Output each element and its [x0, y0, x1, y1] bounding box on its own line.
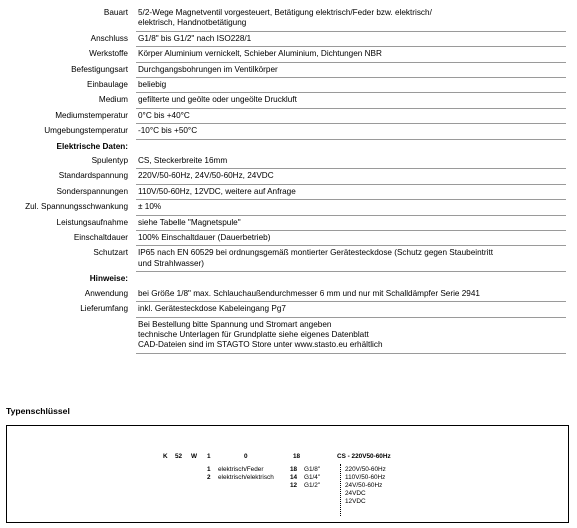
spec-value-line: bei Größe 1/8" max. Schlauchaußendurchmesser 6 mm und nur mit Schalldämpfer Serie 2941: [138, 288, 480, 298]
spec-label: Anschluss: [90, 33, 128, 43]
spec-value-line: ± 10%: [138, 202, 162, 212]
spec-row: [0, 78, 566, 93]
size-num: 14: [290, 474, 298, 481]
spec-row: [0, 6, 566, 32]
code-52: 52: [175, 453, 183, 460]
spec-row: [0, 216, 566, 231]
spec-value-line: elektrisch, Handnotbetätigung: [138, 18, 247, 28]
spec-label: Anwendung: [84, 288, 128, 298]
spec-label: Sonderspannungen: [56, 186, 128, 196]
actuation-text: elektrisch/elektrisch: [218, 474, 274, 481]
spec-row: [0, 246, 566, 272]
spec-label: [0, 318, 136, 320]
spec-value: [136, 302, 566, 317]
spec-label: Befestigungsart: [71, 64, 128, 74]
spec-value: [136, 32, 566, 47]
voltage-option: 24V/50-60Hz: [345, 482, 383, 489]
spec-value: [136, 231, 566, 246]
spec-label: Einbaulage: [87, 80, 128, 90]
spec-value: [136, 169, 566, 184]
code-coil: CS - 220V50-60Hz: [337, 453, 391, 460]
spec-value: [136, 124, 566, 139]
spec-row: [0, 124, 566, 139]
type-key-box: [6, 425, 569, 523]
size-num: 12: [290, 482, 298, 489]
spec-value: [136, 272, 566, 286]
spec-value-line: 5/2-Wege Magnetventil vorgesteuert, Betätigung elektrisch/Feder bzw. elektrisch/: [138, 8, 432, 17]
size-num: 18: [290, 466, 298, 473]
spec-value-line: 0°C bis +40°C: [138, 110, 190, 120]
spec-value-line: technische Unterlagen für Grundplatte siehe eigenes Datenblatt: [138, 329, 369, 339]
spec-label: Einschaltdauer: [73, 233, 128, 243]
spec-value-line: IP65 nach EN 60529 bei ordnungsgemäß montierter Gerätesteckdose (Schutz gegen Staubeintritt: [138, 248, 494, 258]
size-text: G1/8": [304, 466, 321, 473]
spec-row: [0, 200, 566, 215]
spec-value-line: beliebig: [138, 80, 167, 90]
spec-row: [0, 272, 566, 286]
spec-value-line: CAD-Dateien sind im STAGTO Store unter www.stasto.eu erhältlich: [138, 340, 383, 350]
voltage-option: 220V/50-60Hz: [345, 466, 386, 473]
spec-row: [0, 154, 566, 169]
spec-table: [0, 6, 566, 354]
size-text: G1/2": [304, 482, 321, 489]
code-18: 18: [293, 453, 301, 460]
code-k: K: [163, 453, 168, 460]
type-key-title: Typenschlüssel: [6, 406, 70, 416]
spec-value-line: Körper Aluminium vernickelt, Schieber Aluminium, Dichtungen NBR: [138, 49, 382, 59]
spec-value: [136, 63, 566, 78]
section-heading: Elektrische Daten:: [56, 141, 128, 151]
code-w: W: [191, 453, 198, 460]
code-0: 0: [244, 453, 248, 460]
spec-value-line: 110V/50-60Hz, 12VDC, weitere auf Anfrage: [138, 186, 296, 196]
spec-label: Umgebungstemperatur: [44, 126, 128, 136]
spec-value-line: G1/8" bis G1/2" nach ISO228/1: [138, 33, 252, 43]
voltage-option: 24VDC: [345, 490, 366, 497]
voltage-divider: [340, 464, 341, 516]
spec-value-line: Durchgangsbohrungen im Ventilkörper: [138, 64, 278, 74]
spec-value: [136, 154, 566, 169]
spec-row: [0, 140, 566, 154]
spec-value-line: -10°C bis +50°C: [138, 126, 198, 136]
spec-value: [136, 78, 566, 93]
spec-value-line: gefilterte und geölte oder ungeölte Druckluft: [138, 95, 297, 105]
spec-row: [0, 47, 566, 62]
spec-row: [0, 287, 566, 302]
spec-row: [0, 185, 566, 200]
spec-row: [0, 318, 566, 354]
spec-value: [136, 216, 566, 231]
spec-value: [136, 109, 566, 124]
spec-label: Standardspannung: [58, 171, 128, 181]
spec-label: Bauart: [103, 8, 128, 17]
actuation-num: 2: [207, 474, 211, 481]
spec-value: [136, 140, 566, 154]
spec-row: [0, 109, 566, 124]
spec-value-line: inkl. Gerätesteckdose Kabeleingang Pg7: [138, 304, 286, 314]
spec-row: [0, 231, 566, 246]
spec-value-line: siehe Tabelle "Magnetspule": [138, 217, 241, 227]
spec-value: [136, 318, 566, 354]
spec-value: [136, 93, 566, 108]
spec-label: Medium: [98, 95, 128, 105]
spec-value-line: Bei Bestellung bitte Spannung und Stromart angeben: [138, 319, 332, 329]
spec-value-line: 220V/50-60Hz, 24V/50-60Hz, 24VDC: [138, 171, 274, 181]
spec-row: [0, 302, 566, 317]
section-heading: Hinweise:: [89, 274, 128, 284]
spec-label: Mediumstemperatur: [55, 110, 128, 120]
spec-value: [136, 6, 566, 32]
spec-label: Leistungsaufnahme: [56, 217, 128, 227]
spec-row: [0, 32, 566, 47]
spec-value-line: CS, Steckerbreite 16mm: [138, 156, 228, 166]
spec-label: Schutzart: [93, 248, 128, 258]
spec-row: [0, 93, 566, 108]
spec-value: [136, 47, 566, 62]
voltage-option: 12VDC: [345, 498, 366, 505]
spec-label: Zul. Spannungsschwankung: [25, 202, 128, 212]
spec-value: [136, 200, 566, 215]
code-1: 1: [207, 453, 211, 460]
spec-label: Werkstoffe: [89, 49, 128, 59]
spec-row: [0, 169, 566, 184]
spec-value-line: 100% Einschaltdauer (Dauerbetrieb): [138, 233, 271, 243]
spec-row: [0, 63, 566, 78]
spec-value: [136, 185, 566, 200]
actuation-num: 1: [207, 466, 211, 473]
actuation-text: elektrisch/Feder: [218, 466, 264, 473]
spec-label: Spulentyp: [91, 156, 128, 166]
size-text: G1/4": [304, 474, 321, 481]
voltage-option: 110V/50-60Hz: [345, 474, 386, 481]
spec-value-line: und Strahlwasser): [138, 258, 204, 268]
spec-label: Lieferumfang: [80, 304, 128, 314]
spec-value: [136, 246, 566, 272]
spec-value: [136, 287, 566, 302]
